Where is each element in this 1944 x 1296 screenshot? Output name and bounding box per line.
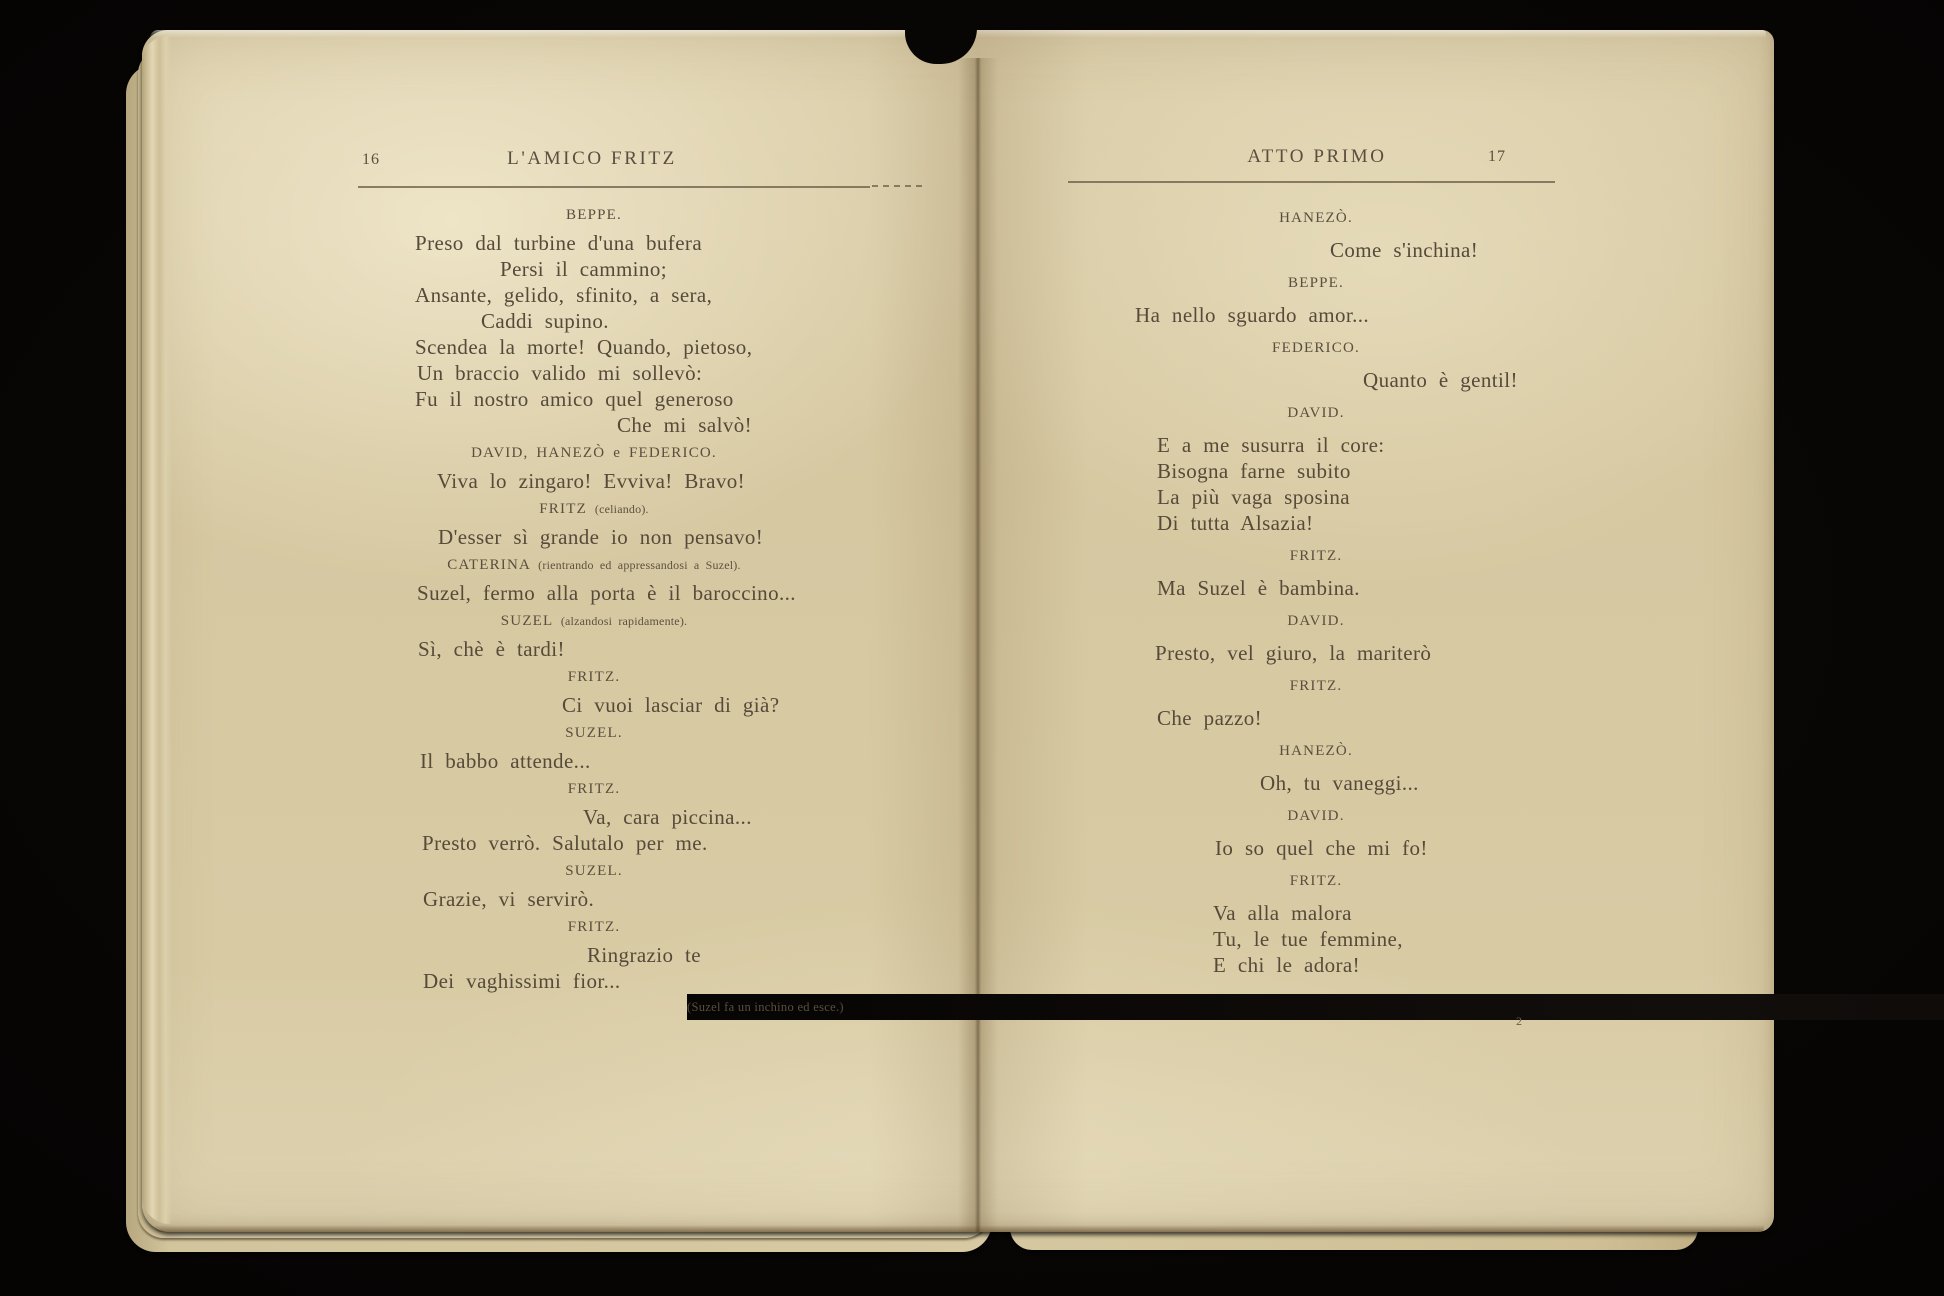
verse-line: Persi il cammino; — [500, 257, 667, 281]
verse-line: Come s'inchina! — [1330, 238, 1479, 262]
verse-line: Un braccio valido mi sollevò: — [417, 361, 703, 385]
speaker-heading: BEPPE. — [566, 207, 622, 223]
verse-line: Io so quel che mi fo! — [1215, 836, 1428, 860]
header-rule-left — [358, 186, 870, 188]
verse-line: Ansante, gelido, sfinito, a sera, — [415, 283, 713, 307]
speaker-heading: FEDERICO. — [1272, 340, 1360, 356]
running-title-right: ATTO PRIMO — [1247, 146, 1387, 167]
speaker-heading — [415, 496, 773, 522]
verse-line: Ma Suzel è bambina. — [1157, 576, 1360, 600]
verse-line: Va, cara piccina... — [583, 805, 752, 829]
speaker-heading: FRITZ. — [567, 781, 621, 797]
speaker-stage-note: (celiando). — [594, 502, 649, 516]
verse-line: Ci vuoi lasciar di già? — [562, 693, 780, 717]
speaker-heading: DAVID, HANEZÒ e FEDERICO. — [471, 445, 717, 461]
speaker-heading: SUZEL. — [565, 863, 623, 879]
verse-line: Caddi supino. — [481, 309, 609, 333]
right-page-text-column — [1135, 198, 1518, 978]
verse-line: Di tutta Alsazia! — [1157, 511, 1314, 535]
left-page-text-column — [415, 200, 844, 1020]
verse-line: Preso dal turbine d'una bufera — [415, 231, 703, 255]
verse-line: Ha nello sguardo amor... — [1135, 303, 1370, 327]
open-book — [142, 30, 1774, 1232]
stage-direction: (Suzel fa un inchino ed esce.) — [687, 994, 1944, 1020]
verse-line: Scendea la morte! Quando, pietoso, — [415, 335, 753, 359]
verse-line: Presto verrò. Salutalo per me. — [422, 831, 708, 855]
gutter-crease — [958, 58, 998, 1232]
verse-line: Dei vaghissimi fior... — [423, 969, 621, 993]
verse-line: Va alla malora — [1213, 901, 1352, 925]
speaker-heading: SUZEL. — [565, 725, 623, 741]
speaker-heading: DAVID. — [1287, 808, 1345, 824]
verse-line: Oh, tu vaneggi... — [1260, 771, 1419, 795]
speaker-stage-note: (alzandosi rapidamente). — [560, 614, 688, 628]
page-stack-edge — [142, 36, 172, 1224]
verse-line: Sì, chè è tardi! — [418, 637, 565, 661]
speaker-heading: HANEZÒ. — [1279, 210, 1353, 226]
speaker-name: CATERINA — [447, 557, 531, 573]
verse-line: Grazie, vi servirò. — [423, 887, 595, 911]
signature-mark: 2 — [1516, 1014, 1523, 1028]
speaker-heading: FRITZ. — [1289, 548, 1343, 564]
verse-line: Il babbo attende... — [420, 749, 591, 773]
verse-line: La più vaga sposina — [1157, 485, 1350, 509]
header-rule-right — [1068, 181, 1555, 183]
speaker-heading — [415, 552, 773, 578]
speaker-name: FRITZ — [539, 501, 587, 517]
speaker-stage-note: (rientrando ed appressandosi a Suzel). — [538, 558, 741, 572]
verse-line: Suzel, fermo alla porta è il baroccino... — [417, 581, 796, 605]
speaker-name: SUZEL — [500, 613, 553, 629]
page-number-right: 17 — [1488, 148, 1506, 165]
verse-line: Viva lo zingaro! Evviva! Bravo! — [437, 469, 746, 493]
speaker-heading: FRITZ. — [567, 669, 621, 685]
verse-line: D'esser sì grande io non pensavo! — [438, 525, 764, 549]
verse-line: Bisogna farne subito — [1157, 459, 1351, 483]
speaker-heading: HANEZÒ. — [1279, 743, 1353, 759]
page-number-left: 16 — [362, 151, 380, 168]
verse-line: Tu, le tue femmine, — [1213, 927, 1403, 951]
speaker-heading: BEPPE. — [1288, 275, 1344, 291]
running-title-left: L'AMICO FRITZ — [507, 148, 677, 169]
speaker-heading — [415, 608, 773, 634]
speaker-heading: DAVID. — [1287, 405, 1345, 421]
verse-line: E a me susurra il core: — [1157, 433, 1385, 457]
speaker-heading: FRITZ. — [1289, 873, 1343, 889]
speaker-heading: FRITZ. — [567, 919, 621, 935]
speaker-heading: FRITZ. — [1289, 678, 1343, 694]
header-rule-dashed-tail — [872, 185, 922, 187]
verse-line: Ringrazio te — [587, 943, 702, 967]
verse-line: Presto, vel giuro, la mariterò — [1155, 641, 1432, 665]
verse-line: Fu il nostro amico quel generoso — [415, 387, 734, 411]
verse-line: Quanto è gentil! — [1363, 368, 1518, 392]
verse-line: Che mi salvò! — [617, 413, 753, 437]
speaker-heading: DAVID. — [1287, 613, 1345, 629]
verse-line: E chi le adora! — [1213, 953, 1361, 977]
verse-line: Che pazzo! — [1157, 706, 1263, 730]
